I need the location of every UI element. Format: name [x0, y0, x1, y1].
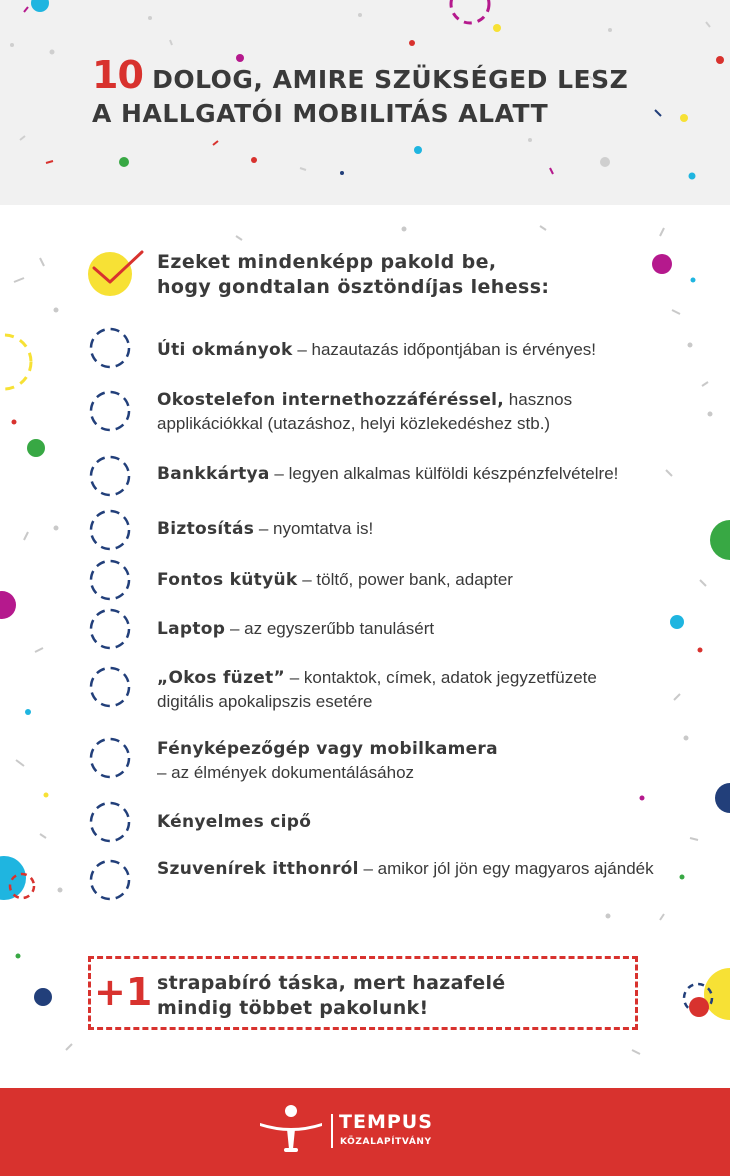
dashed-circle-icon — [88, 858, 132, 902]
tempus-figure-logo — [258, 1103, 324, 1155]
checkmark-icon — [86, 246, 146, 298]
bonus-text: strapabíró táska, mert hazafelé mindig többet pakolunk! — [157, 972, 506, 1019]
list-item: Szuvenírek itthonról – amikor jól jön egy magyaros ajándék — [157, 859, 654, 879]
list-item: Fényképezőgép vagy mobilkamera – az élmények dokumentálásához — [157, 739, 498, 782]
title-line-1: DOLOG, AMIRE SZÜKSÉGED LESZ — [152, 65, 629, 94]
logo-separator — [331, 1114, 333, 1148]
dashed-circle-icon — [88, 607, 132, 651]
dashed-circle-icon — [88, 508, 132, 552]
page-title — [92, 53, 672, 131]
dashed-circle-icon — [88, 736, 132, 780]
logo-name: TEMPUS — [339, 1111, 433, 1133]
list-item: Okostelefon internethozzáféréssel, hasznos applikációkkal (utazáshoz, helyi közlekedéshez stb.) — [157, 390, 573, 433]
dashed-circle-icon — [88, 389, 132, 433]
list-item: Bankkártya – legyen alkalmas külföldi készpénzfelvételre! — [157, 464, 619, 484]
title-line-2: A HALLGATÓI MOBILITÁS ALATT — [92, 99, 549, 128]
dashed-circle-icon — [88, 454, 132, 498]
dashed-circle-icon — [88, 800, 132, 844]
intro-line-2: hogy gondtalan ösztöndíjas lehess: — [157, 276, 550, 298]
list-item: Biztosítás – nyomtatva is! — [157, 519, 374, 539]
list-item: „Okos füzet” – kontaktok, címek, adatok jegyzetfüzete digitális apokalipszis esetére — [157, 668, 597, 711]
list-item: Úti okmányok – hazautazás időpontjában is érvényes! — [157, 340, 596, 360]
dashed-circle-icon — [88, 326, 132, 370]
list-item: Kényelmes cipő — [157, 812, 312, 832]
dashed-circle-icon — [88, 665, 132, 709]
list-item: Fontos kütyük – töltő, power bank, adapter — [157, 570, 513, 590]
dashed-circle-icon — [88, 558, 132, 602]
title-number: 10 — [92, 53, 143, 97]
bonus-number: +1 — [94, 970, 153, 1014]
list-item: Laptop – az egyszerűbb tanulásért — [157, 619, 435, 639]
intro-text — [157, 250, 617, 300]
logo-subtitle: KÖZALAPÍTVÁNY — [340, 1137, 432, 1147]
intro-line-1: Ezeket mindenképp pakold be, — [157, 251, 497, 273]
